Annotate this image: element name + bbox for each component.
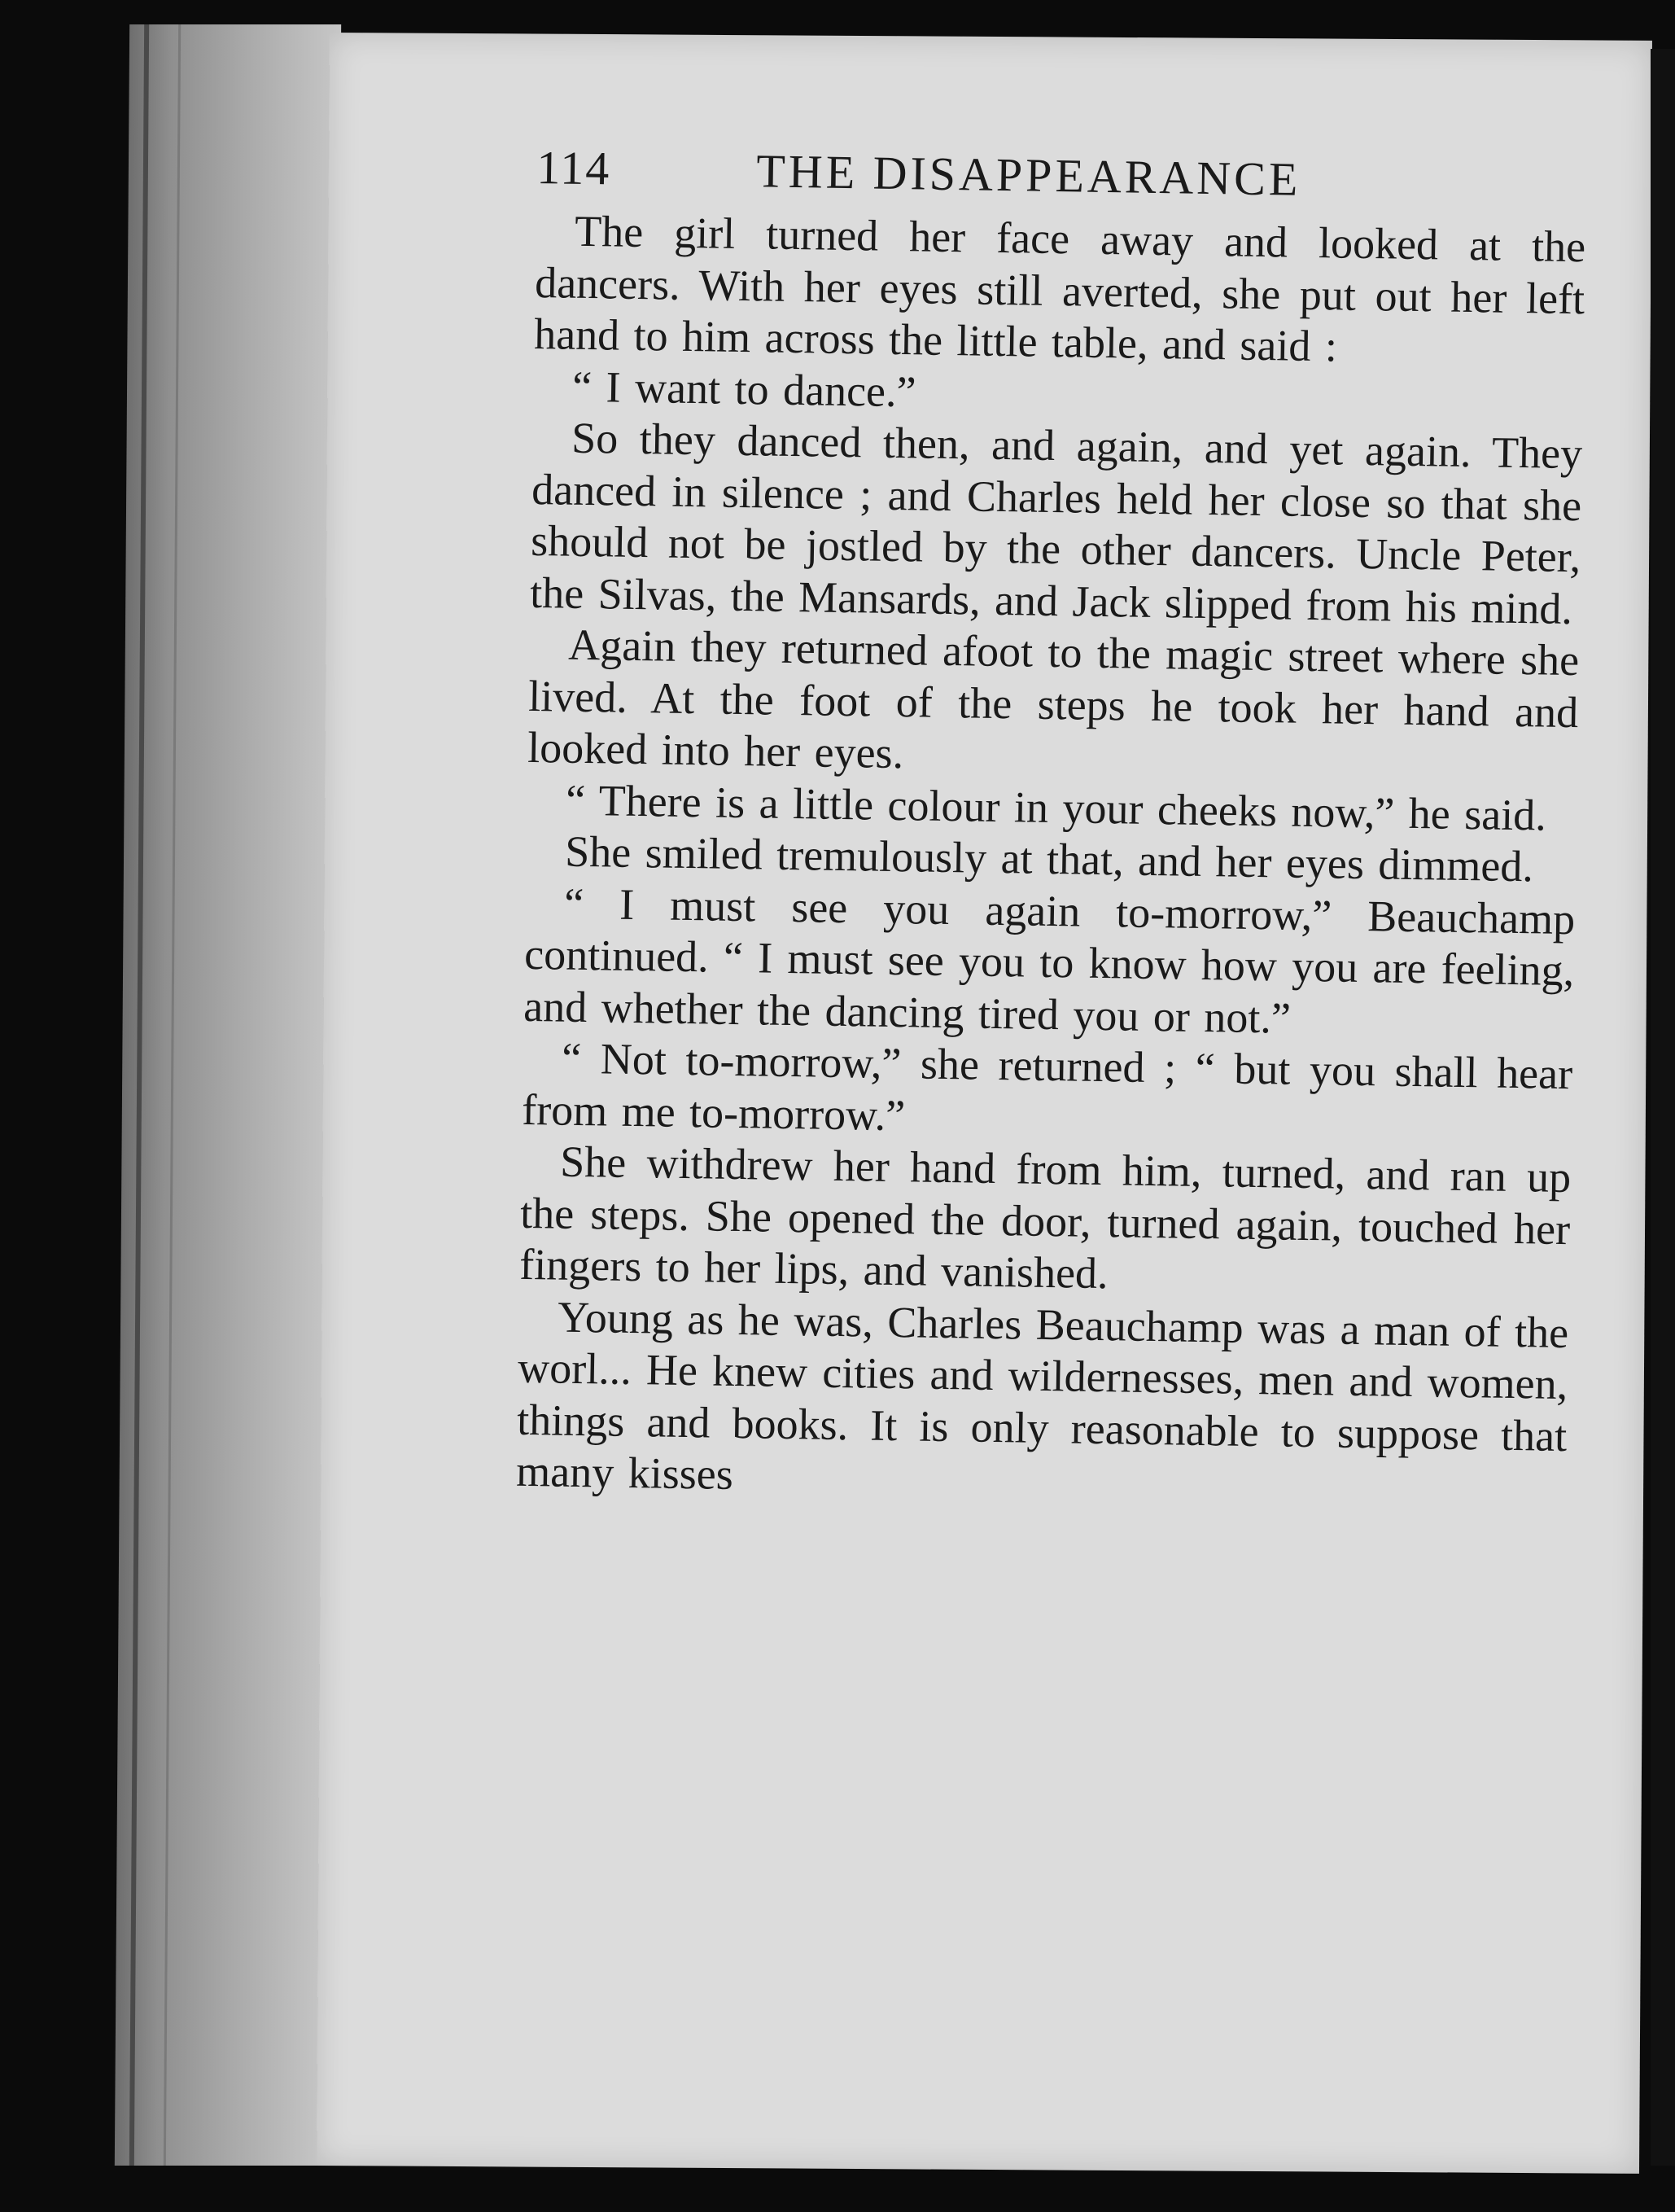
page-text-block xyxy=(516,140,1587,1514)
paragraph: She withdrew her hand from him, turned, and ran up the steps. She opened the door, turned again, touched her fingers to her lips, and vanished. xyxy=(518,1137,1572,1299)
paragraph: “ Not to-morrow,” she returned ; “ but you shall hear from me to-morrow.” xyxy=(521,1033,1573,1140)
paragraph: Young as he was, Charles Beauchamp was a man of the worl... He knew cities and wildernesses, men and women, things and books. It is only reasonable to suppose that many kisses xyxy=(515,1292,1569,1499)
right-page-edge xyxy=(1651,49,1675,2166)
paragraph: Again they returned afoot to the magic street where she lived. At the foot of the steps he took her hand and looked into her eyes. xyxy=(527,620,1580,778)
page-number: 114 xyxy=(536,140,611,195)
paragraph: The girl turned her face away and looked at the dancers. With her eyes still averted, she put out her left hand to him across the little table, and said : xyxy=(533,206,1586,371)
paragraph: She smiled tremulously at that, and her eyes dimmed. xyxy=(564,826,1534,891)
paragraph: “ There is a little colour in your cheeks now,” he said. xyxy=(565,775,1547,840)
paragraph: So they danced then, and again, and yet again. They danced in silence ; and Charles held her close so that she should not be jostled by the other dancers. Uncle Peter, the Silvas, the Mansards, and Jack slipped from his mind. xyxy=(529,413,1583,633)
body-text xyxy=(516,205,1586,1514)
running-title: THE DISAPPEARANCE xyxy=(755,144,1301,206)
paragraph: “ I must see you again to-morrow,” Beauchamp continued. “ I must see you to know how you are feeling, and whether the dancing tired you or not.” xyxy=(523,878,1576,1043)
paragraph: “ I want to dance.” xyxy=(571,361,916,416)
book-binding-edge xyxy=(115,24,341,2166)
